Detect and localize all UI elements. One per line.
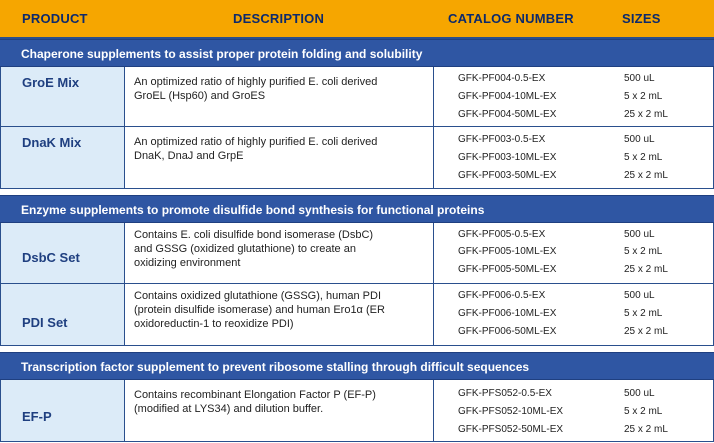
table-row xyxy=(0,67,714,127)
product-cell xyxy=(0,380,125,441)
table-row xyxy=(0,284,714,346)
catalog-number: GFK-PF005-50ML-EX xyxy=(458,264,557,275)
description-cell: Contains oxidized glutathione (GSSG), human PDI (protein disulfide isomerase) and human Ero1α (ER oxidoreductin-1 to reoxidize PDI) xyxy=(134,290,385,330)
catalog-number: GFK-PF004-10ML-EX xyxy=(458,91,557,102)
header-description: DESCRIPTION xyxy=(233,11,325,26)
size-value: 25 x 2 mL xyxy=(624,170,668,181)
product-cell xyxy=(0,127,125,188)
size-value: 5 x 2 mL xyxy=(624,406,663,417)
product-name: GroE Mix xyxy=(22,75,80,90)
section-header-chaperone: Chaperone supplements to assist proper protein folding and solubility xyxy=(0,39,714,67)
size-value: 500 uL xyxy=(624,290,655,301)
product-name: PDI Set xyxy=(22,315,68,330)
size-value: 500 uL xyxy=(624,73,655,84)
catalog-number: GFK-PF005-0.5-EX xyxy=(458,229,546,240)
product-cell xyxy=(0,223,125,283)
catalog-number: GFK-PF004-0.5-EX xyxy=(458,73,546,84)
catalog-number: GFK-PF003-50ML-EX xyxy=(458,170,557,181)
product-name: EF-P xyxy=(22,409,52,424)
size-value: 5 x 2 mL xyxy=(624,91,663,102)
catalog-number: GFK-PF003-10ML-EX xyxy=(458,152,557,163)
catalog-number: GFK-PFS052-50ML-EX xyxy=(458,424,564,435)
section-header-transcription: Transcription factor supplement to prevent ribosome stalling through difficult sequences xyxy=(0,352,714,380)
table-row xyxy=(0,223,714,284)
size-value: 25 x 2 mL xyxy=(624,264,668,275)
size-value: 5 x 2 mL xyxy=(624,152,663,163)
size-value: 25 x 2 mL xyxy=(624,326,668,337)
size-value: 5 x 2 mL xyxy=(624,246,663,257)
size-value: 500 uL xyxy=(624,388,655,399)
header-sizes: SIZES xyxy=(622,11,661,26)
size-value: 25 x 2 mL xyxy=(624,424,668,435)
catalog-number: GFK-PF004-50ML-EX xyxy=(458,109,557,120)
catalog-number: GFK-PF005-10ML-EX xyxy=(458,246,557,257)
size-value: 25 x 2 mL xyxy=(624,109,668,120)
description-cell: Contains recombinant Elongation Factor P (EF-P) (modified at LYS34) and dilution buffer. xyxy=(134,389,376,415)
size-value: 500 uL xyxy=(624,229,655,240)
catalog-number: GFK-PFS052-10ML-EX xyxy=(458,406,564,417)
size-value: 5 x 2 mL xyxy=(624,308,663,319)
description-cell: An optimized ratio of highly purified E. coli derived DnaK, DnaJ and GrpE xyxy=(134,136,378,162)
table-row xyxy=(0,380,714,442)
catalog-number: GFK-PF006-10ML-EX xyxy=(458,308,557,319)
header-product: PRODUCT xyxy=(22,11,88,26)
product-name: DnaK Mix xyxy=(22,135,82,150)
product-cell xyxy=(0,284,125,345)
header-catalog-number: CATALOG NUMBER xyxy=(448,11,574,26)
section-header-enzyme: Enzyme supplements to promote disulfide bond synthesis for functional proteins xyxy=(0,195,714,223)
size-value: 500 uL xyxy=(624,134,655,145)
product-name: DsbC Set xyxy=(22,250,80,265)
description-cell: An optimized ratio of highly purified E. coli derived GroEL (Hsp60) and GroES xyxy=(134,76,378,102)
catalog-number: GFK-PF006-0.5-EX xyxy=(458,290,546,301)
description-cell: Contains E. coli disulfide bond isomerase (DsbC) and GSSG (oxidized glutathione) to create an oxidizing environment xyxy=(134,229,374,269)
table-header xyxy=(0,0,714,39)
catalog-number: GFK-PFS052-0.5-EX xyxy=(458,388,552,399)
catalog-number: GFK-PF003-0.5-EX xyxy=(458,134,546,145)
catalog-number: GFK-PF006-50ML-EX xyxy=(458,326,557,337)
table-row xyxy=(0,127,714,189)
product-cell xyxy=(0,67,125,126)
